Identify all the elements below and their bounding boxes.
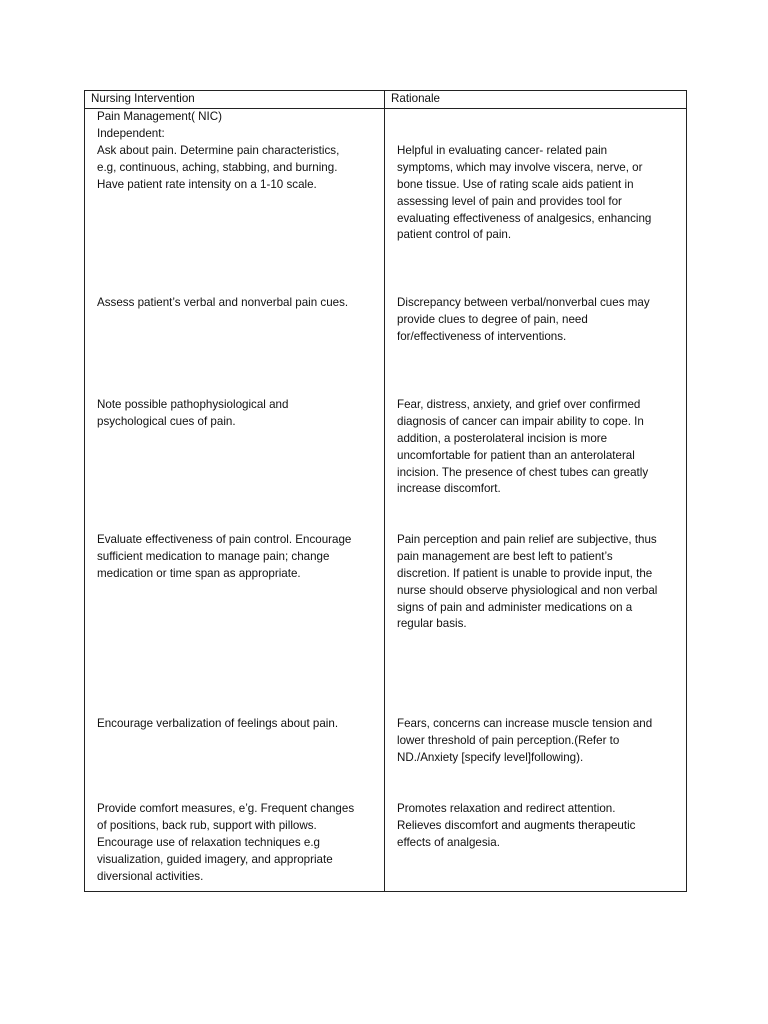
intervention-6: Provide comfort measures, e’g. Frequent changes of positions, back rub, support with pillows. Encourage use of relaxation techniques e.g visualization, guided imagery, and appropriate diversional activities. (97, 801, 355, 883)
header-row (85, 91, 687, 109)
rationale-1: Helpful in evaluating cancer- related pain symptoms, which may involve viscera, nerve, or bone tissue. Use of rating scale aids patient in assessing level of pain and provides tool for evaluating effectiveness of analgesics, enhancing patient control of pain. (397, 143, 652, 242)
rationale-5: Fears, concerns can increase muscle tension and lower threshold of pain perception.(Refer to ND./Anxiety [specify level]following). (397, 716, 653, 764)
rationale-4: Pain perception and pain relief are subjective, thus pain management are best left to patient’s discretion. If patient is unable to provide input, the nurse should observe physiological and non verbal signs of pain and administer medications on a regular basis. (397, 532, 658, 631)
body-row (85, 108, 687, 891)
care-plan-table (84, 90, 687, 892)
intervention-2: Assess patient’s verbal and nonverbal pain cues. (97, 295, 349, 309)
intervention-column (85, 108, 385, 891)
section-subtitle: Independent: (97, 126, 165, 140)
intervention-1: Ask about pain. Determine pain characteristics, e.g, continuous, aching, stabbing, and burning. Have patient rate intensity on a 1-10 scale. (97, 143, 340, 191)
rationale-column (385, 108, 687, 891)
intervention-3: Note possible pathophysiological and psychological cues of pain. (97, 397, 289, 428)
header-rationale: Rationale (385, 91, 687, 109)
intervention-4: Evaluate effectiveness of pain control. Encourage sufficient medication to manage pain; change medication or time span as appropriate. (97, 532, 352, 580)
section-title: Pain Management( NIC) (97, 109, 223, 123)
header-intervention: Nursing Intervention (85, 91, 385, 109)
rationale-2: Discrepancy between verbal/nonverbal cues may provide clues to degree of pain, need for/effectiveness of interventions. (397, 295, 650, 343)
rationale-6: Promotes relaxation and redirect attention. Relieves discomfort and augments therapeutic effects of analgesia. (397, 801, 636, 849)
rationale-3: Fear, distress, anxiety, and grief over confirmed diagnosis of cancer can impair ability to cope. In addition, a posterolateral incision is more uncomfortable for patient than an anterolateral incision. The presence of chest tubes can greatly increase discomfort. (397, 397, 649, 496)
intervention-5: Encourage verbalization of feelings about pain. (97, 716, 339, 730)
intro-block (97, 109, 372, 143)
